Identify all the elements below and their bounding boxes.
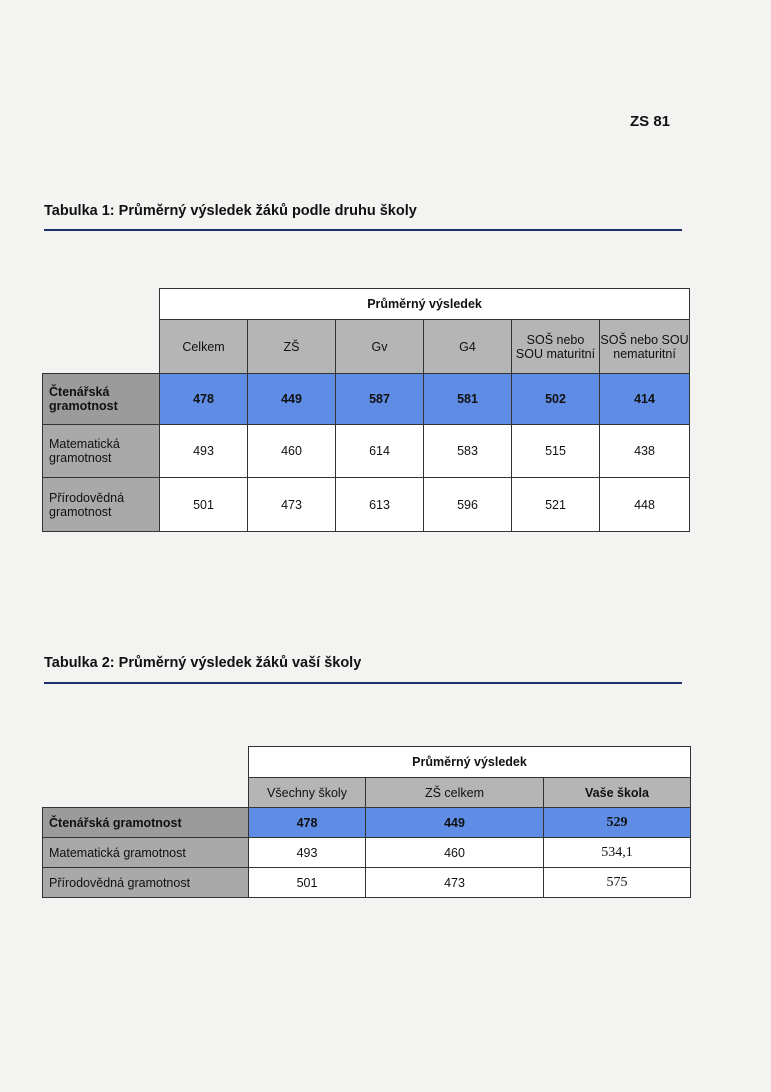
table2-corner-2: [43, 778, 249, 808]
table-cell: 460: [248, 425, 336, 478]
row-label: Přírodovědná gramotnost: [43, 868, 249, 898]
table1-col-header: Gv: [336, 320, 424, 374]
table-cell: 596: [424, 478, 512, 532]
table2-caption: Tabulka 2: Průměrný výsledek žáků vaší školy: [44, 655, 362, 671]
table-cell: 501: [249, 868, 366, 898]
table1-col-header: Celkem: [160, 320, 248, 374]
table2-col-header: ZŠ celkem: [366, 778, 544, 808]
table1-col-header: ZŠ: [248, 320, 336, 374]
table1-col-header: SOŠ nebo SOU maturitní: [512, 320, 600, 374]
table-cell: 613: [336, 478, 424, 532]
table2-group-header: Průměrný výsledek: [249, 747, 691, 778]
table1-corner: [43, 289, 160, 320]
table2-col-header: Vaše škola: [544, 778, 691, 808]
table-cell: 438: [600, 425, 690, 478]
table-row: [43, 478, 690, 532]
table1-rule: [44, 229, 682, 231]
table1-caption: Tabulka 1: Průměrný výsledek žáků podle druhu školy: [44, 203, 417, 219]
table1-corner-2: [43, 320, 160, 374]
table-cell: 515: [512, 425, 600, 478]
table-row: [43, 425, 690, 478]
table-cell: 581: [424, 374, 512, 425]
table1-col-header: G4: [424, 320, 512, 374]
table-cell: 414: [600, 374, 690, 425]
table1-col-header: SOŠ nebo SOU nematuritní: [600, 320, 690, 374]
table1: [42, 288, 690, 532]
table-row: [43, 808, 691, 838]
table-cell: 478: [160, 374, 248, 425]
table-cell: 449: [366, 808, 544, 838]
table-row: [43, 374, 690, 425]
table-row: [43, 838, 691, 868]
row-label: Matematická gramotnost: [43, 838, 249, 868]
table2-corner: [43, 747, 249, 778]
row-label: Matematická gramotnost: [43, 425, 160, 478]
table-cell: 583: [424, 425, 512, 478]
table-cell: 493: [249, 838, 366, 868]
table2-col-header: Všechny školy: [249, 778, 366, 808]
table-cell: 478: [249, 808, 366, 838]
table-cell: 460: [366, 838, 544, 868]
table-cell: 473: [248, 478, 336, 532]
table-cell: 502: [512, 374, 600, 425]
table-cell: 614: [336, 425, 424, 478]
page-code: ZS 81: [630, 113, 671, 130]
table-cell: 493: [160, 425, 248, 478]
table2-rule: [44, 682, 682, 684]
row-label: Přírodovědná gramotnost: [43, 478, 160, 532]
row-label: Čtenářská gramotnost: [43, 808, 249, 838]
table-row: [43, 868, 691, 898]
table-cell: 449: [248, 374, 336, 425]
table-cell: 534,1: [544, 838, 691, 868]
table-cell: 521: [512, 478, 600, 532]
table1-group-header: Průměrný výsledek: [160, 289, 690, 320]
table-cell: 575: [544, 868, 691, 898]
row-label: Čtenářská gramotnost: [43, 374, 160, 425]
table-cell: 473: [366, 868, 544, 898]
table2: [42, 746, 691, 898]
table-cell: 529: [544, 808, 691, 838]
table-cell: 587: [336, 374, 424, 425]
table-cell: 448: [600, 478, 690, 532]
table-cell: 501: [160, 478, 248, 532]
